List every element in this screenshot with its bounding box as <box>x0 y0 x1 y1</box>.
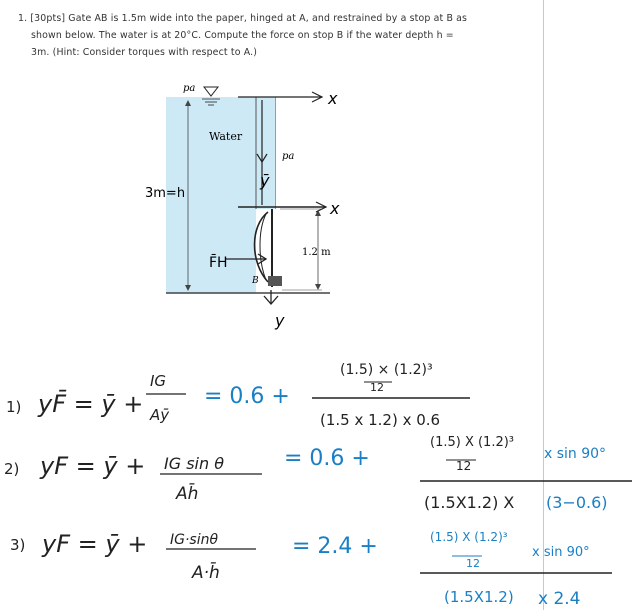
water-label: Water <box>209 130 243 143</box>
gate-length-label: 1.2 m <box>302 247 331 258</box>
eq2-big-num: (1.5) X (1.2)³ <box>430 435 515 450</box>
eq1-frac-num: IG <box>150 372 167 390</box>
depth-label: 3m=h <box>145 186 186 201</box>
eq2-number: 2) <box>4 460 20 478</box>
eq3-big-den-a: (1.5X1.2) <box>444 588 514 606</box>
problem-line-1: 1. [30pts] Gate AB is 1.5m wide into the paper, hinged at A, and restrained by a stop at B as <box>18 13 468 24</box>
eq1-big-num: (1.5) × (1.2)³ <box>340 362 433 378</box>
point-b-label: B <box>252 276 259 286</box>
eq2-big-den-b: (3−0.6) <box>546 493 608 512</box>
pa-left-label: pa <box>183 83 196 94</box>
eq1-big-den: (1.5 x 1.2) x 0.6 <box>320 411 441 429</box>
eq3-equals: = 2.4 + <box>292 534 378 559</box>
eq2-big-den-a: (1.5X1.2) X <box>424 493 515 512</box>
pressure-curve <box>255 212 269 282</box>
eq3-lhs: yF = ȳ + <box>42 530 148 558</box>
eq2-frac-den: Ah̄ <box>176 484 199 504</box>
eq3-big-num: (1.5) X (1.2)³ <box>430 530 508 544</box>
eq1-big-num-den: 12 <box>370 381 384 394</box>
eq2-lhs: yF = ȳ + <box>40 452 146 480</box>
eq1-equals: = 0.6 + <box>204 384 290 409</box>
eq2-equals: = 0.6 + <box>284 446 370 471</box>
y-axis-label: y <box>275 311 285 330</box>
eq1-lhs: yF̄ = ȳ + <box>38 390 144 418</box>
top-x-label: x <box>328 89 338 108</box>
pa-right-label: pa <box>282 151 295 162</box>
eq2-frac-num: IG sin θ <box>164 454 224 473</box>
water-upper-right <box>256 97 276 209</box>
force-label: F̄H <box>209 255 228 271</box>
stop-b <box>268 276 282 286</box>
eq1-frac-den: Aȳ <box>150 406 170 424</box>
eq2-big-num-den: 12 <box>456 459 472 473</box>
eq3-big-num-extra: x sin 90° <box>532 545 590 560</box>
eq1-number: 1) <box>6 398 22 416</box>
eq2-big-num-extra: x sin 90° <box>544 446 607 462</box>
eq3-frac-num: IG·sinθ <box>170 532 219 548</box>
eq3-frac-den: A·h̄ <box>192 563 220 583</box>
problem-line-3: 3m. (Hint: Consider torques with respect to A.) <box>31 47 258 58</box>
eq3-big-den-b: x 2.4 <box>538 589 581 609</box>
eq3-number: 3) <box>10 536 26 554</box>
eq3-big-num-den: 12 <box>466 557 480 570</box>
free-surface-icon <box>204 87 218 96</box>
gate-x-label: x <box>330 199 340 218</box>
problem-line-2: shown below. The water is at 20°C. Compute the force on stop B if the water depth h = <box>31 30 454 41</box>
ybar-label: ȳ <box>260 171 270 190</box>
